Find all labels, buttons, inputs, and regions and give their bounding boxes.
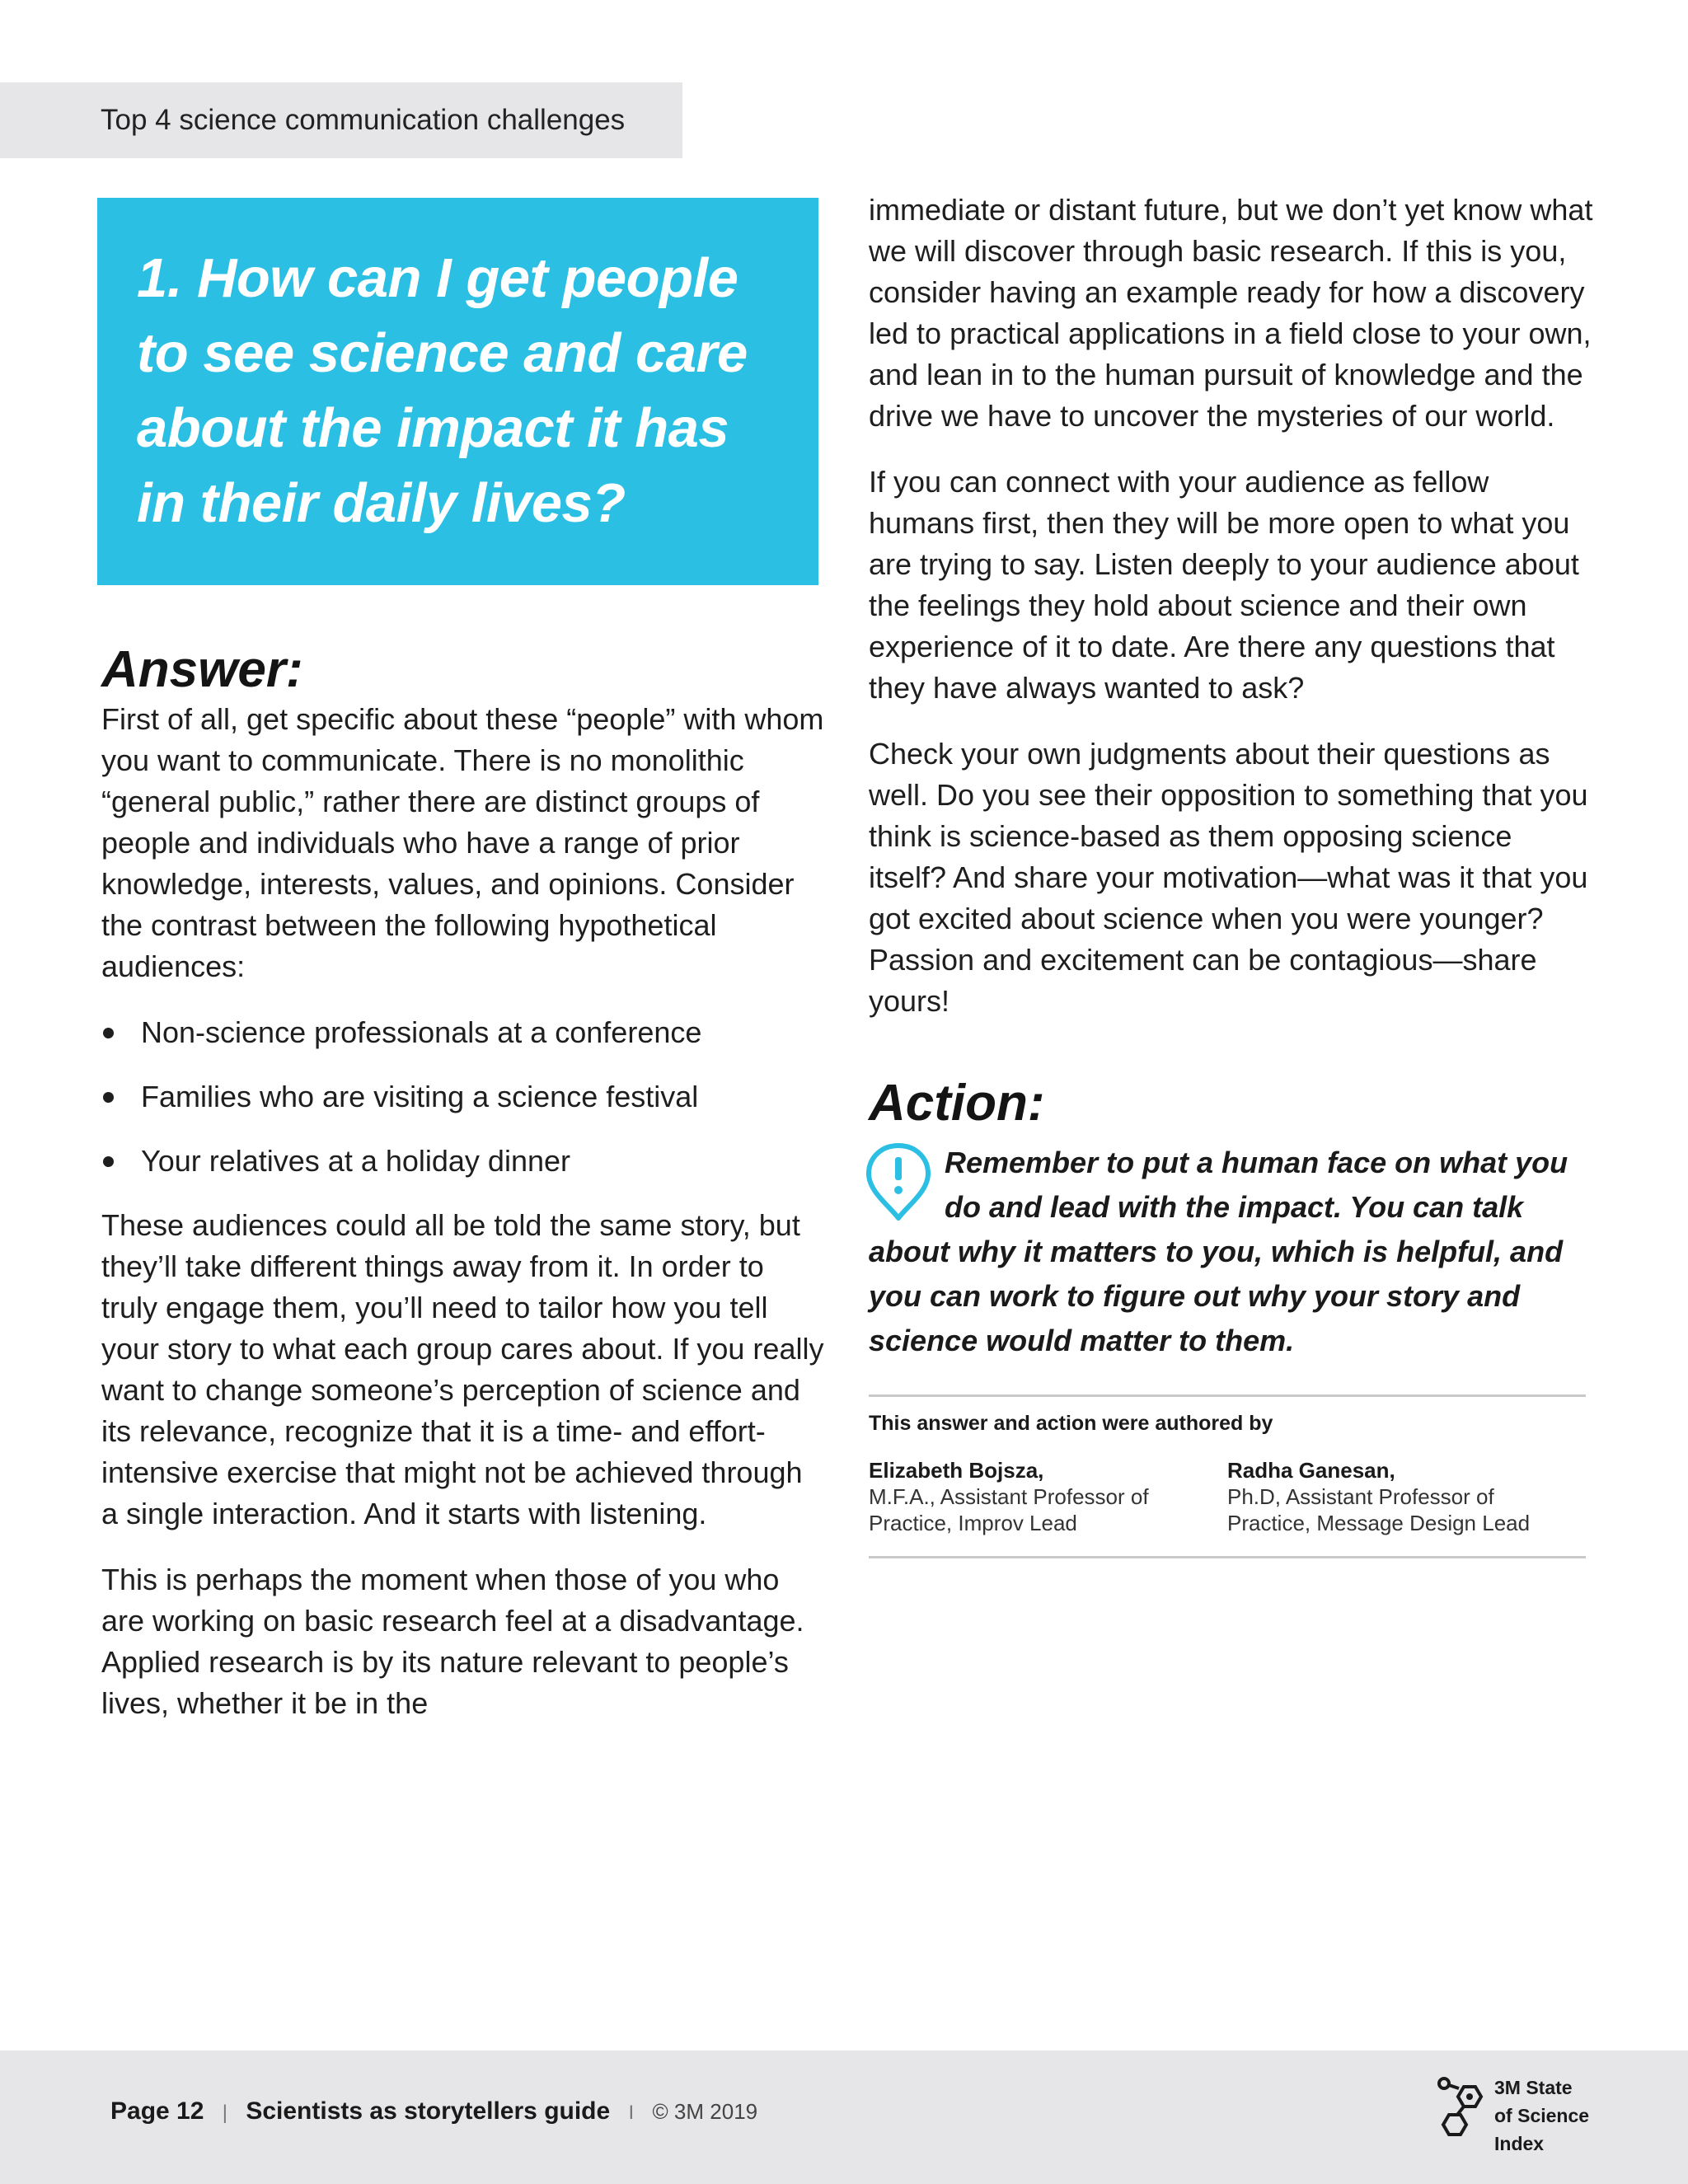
answer-heading: Answer:: [101, 641, 303, 698]
action-callout: [869, 1141, 1594, 1363]
logo-line: of Science: [1494, 2105, 1590, 2126]
answer-paragraph-1: First of all, get specific about these “people” with whom you want to communicate. There is no monolithic “general public,” rather there are distinct groups of people and individuals who have a range of prior knowledge, interests, values, and opinions. Consider the contrast between the following hypothetical audiences:: [101, 702, 824, 983]
question-heading: 1. How can I get people to see science and care about the impact it has in their daily lives?: [137, 247, 748, 534]
copyright: © 3M 2019: [652, 2099, 758, 2124]
right-paragraph-1: immediate or distant future, but we don’t yet know what we will discover through basic research. If this is you, consider having an example ready for how a discovery led to practical applications in a field close to your own, and lean in to the human pursuit of knowledge and the drive we have to uncover the mysteries of our world.: [869, 193, 1593, 433]
author-title: Ph.D, Assistant Professor of: [1227, 1484, 1494, 1509]
audience-list: [101, 1012, 827, 1182]
list-item: [101, 1076, 827, 1118]
action-heading: Action:: [869, 1075, 1045, 1132]
question-box: [97, 198, 818, 585]
left-column: [101, 198, 827, 1749]
footer-text: [110, 2095, 757, 2130]
right-column: [869, 190, 1594, 1558]
answer-paragraph-2: These audiences could all be told the same story, but they’ll take different things away from it. In order to truly engage them, you’ll need to tailor how you tell your story to what each group cares about. If you really want to change someone’s perception of science and its relevance, recognize that it is a time- and effort-intensive exercise that might not be achieved through a single interaction. And it starts with listening.: [101, 1208, 824, 1530]
author-role: Practice, Message Design Lead: [1227, 1511, 1531, 1535]
right-paragraph-2: If you can connect with your audience as fellow humans first, then they will be more open to what you are trying to say. Listen deeply to your audience about the feelings they hold about science and their own experience of it to date. Are there any questions that they have always wanted to ask?: [869, 465, 1579, 705]
molecule-logo-icon: [1434, 2069, 1492, 2159]
bullet-icon: [103, 1092, 114, 1103]
bullet-icon: [103, 1028, 114, 1038]
list-item-text: Families who are visiting a science festival: [141, 1080, 699, 1113]
authors-box: [869, 1394, 1586, 1558]
logo-line: 3M State: [1494, 2077, 1573, 2098]
author-name: Elizabeth Bojsza,: [869, 1458, 1044, 1483]
authors-intro: This answer and action were authored by: [869, 1412, 1273, 1435]
author-name: Radha Ganesan,: [1227, 1458, 1395, 1483]
list-item: [101, 1141, 827, 1182]
list-item-text: Your relatives at a holiday dinner: [141, 1144, 570, 1178]
author-title: M.F.A., Assistant Professor of: [869, 1484, 1149, 1509]
footer: [0, 2050, 1688, 2184]
list-item: [101, 1012, 827, 1053]
page-number: Page 12: [110, 2097, 204, 2125]
exclamation-pin-icon: [864, 1141, 933, 1223]
logo-text: [1494, 2074, 1589, 2158]
guide-title: Scientists as storytellers guide: [246, 2097, 611, 2125]
logo-line: Index: [1494, 2133, 1545, 2154]
section-tab-label: Top 4 science communication challenges: [101, 104, 626, 136]
footer-divider: |: [222, 2102, 227, 2124]
answer-paragraph-3: This is perhaps the moment when those of you who are working on basic research feel at a disadvantage. Applied research is by its nature relevant to people’s lives, whether it be in the: [101, 1563, 804, 1720]
bullet-icon: [103, 1156, 114, 1167]
action-text: Remember to put a human face on what you do and lead with the impact. You can talk about why it matters to you, which is helpful, and you can work to figure out why your story and science would matter to them.: [869, 1146, 1568, 1357]
author-card: [869, 1457, 1227, 1536]
logo: [1434, 2069, 1615, 2168]
author-row: [869, 1457, 1586, 1536]
author-card: [1227, 1457, 1586, 1536]
author-role: Practice, Improv Lead: [869, 1511, 1077, 1535]
footer-divider: I: [628, 2102, 635, 2124]
list-item-text: Non-science professionals at a conference: [141, 1015, 702, 1049]
right-paragraph-3: Check your own judgments about their questions as well. Do you see their opposition to something that you think is science-based as them opposing science itself? And share your motivation—what was it that you got excited about science when you were younger? Passion and excitement can be contagious—share yours!: [869, 737, 1588, 1018]
section-tab: [0, 82, 682, 158]
